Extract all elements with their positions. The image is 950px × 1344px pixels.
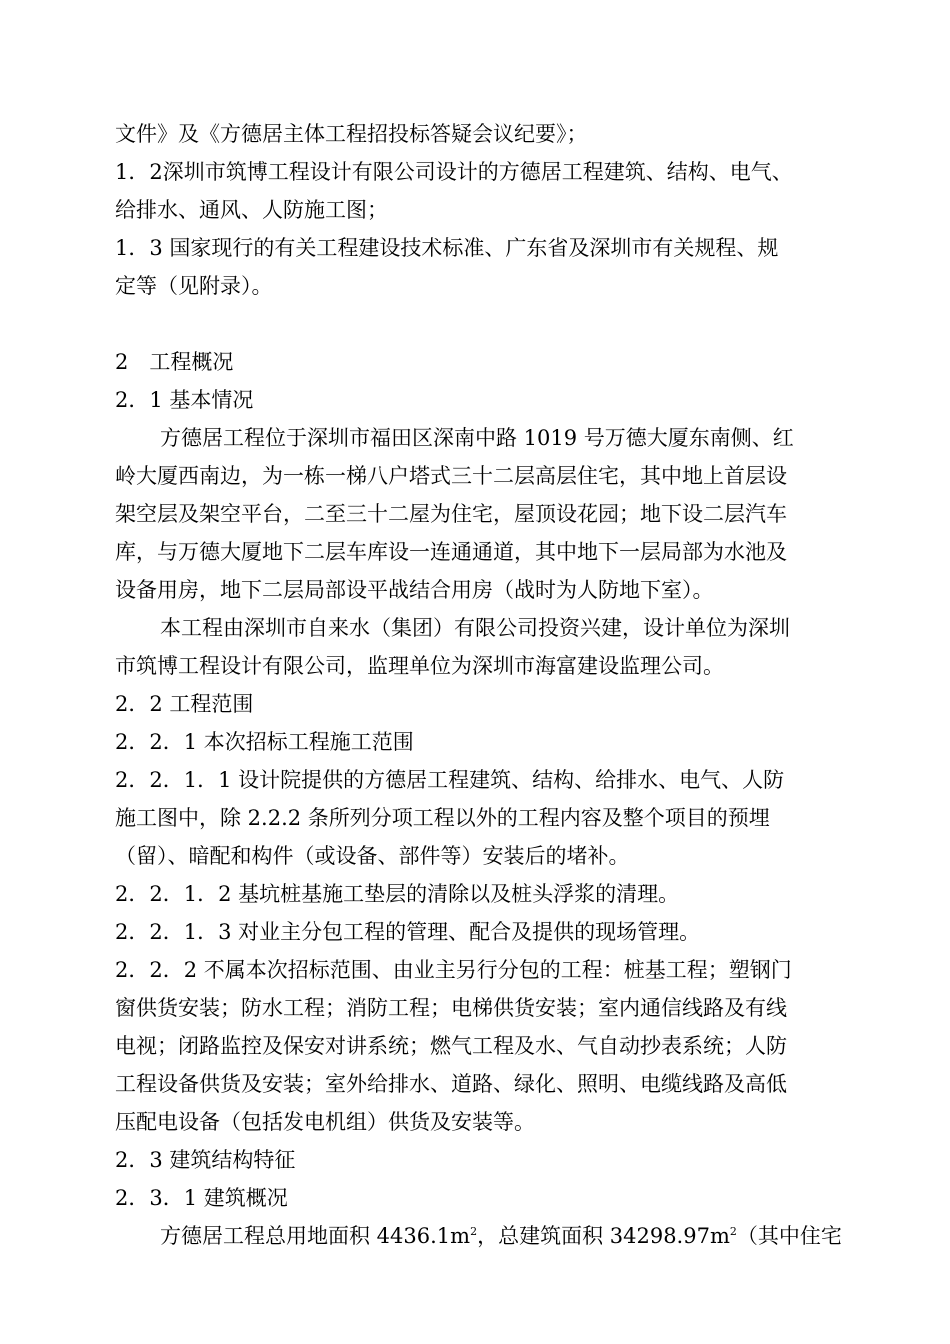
text-line: 岭大厦西南边，为一栋一梯八户塔式三十二层高层住宅，其中地上首层设 xyxy=(115,464,787,488)
text-line: 2．2．1．1 设计院提供的方德居工程建筑、结构、给排水、电气、人防 xyxy=(115,768,785,792)
text-line xyxy=(160,1217,920,1255)
subsection-heading: 2．3．1 建筑概况 xyxy=(115,1186,288,1210)
subsection-heading: 2．2．1 本次招标工程施工范围 xyxy=(115,730,414,754)
text-line: 工程设备供货及安装；室外给排水、道路、绿化、照明、电缆线路及高低 xyxy=(115,1072,787,1096)
text-segment: ，总建筑面积 34298.97m xyxy=(477,1224,730,1248)
text-line: 定等（见附录）。 xyxy=(115,274,273,298)
text-line: 库，与万德大厦地下二层车库设一连通通道，其中地下一层局部为水池及 xyxy=(115,540,787,564)
text-segment: （其中住宅 xyxy=(736,1224,842,1248)
text-line: 2．2．1．3 对业主分包工程的管理、配合及提供的现场管理。 xyxy=(115,920,701,944)
text-line: 2．2．1．2 基坑桩基施工垫层的清除以及桩头浮浆的清理。 xyxy=(115,882,680,906)
text-line: （留）、暗配和构件（或设备、部件等）安装后的堵补。 xyxy=(115,844,630,868)
text-line: 方德居工程位于深圳市福田区深南中路 1019 号万德大厦东南侧、红 xyxy=(160,426,794,450)
text-line: 给排水、通风、人防施工图； xyxy=(115,198,388,222)
text-line: 2．2．2 不属本次招标范围、由业主另行分包的工程：桩基工程；塑钢门 xyxy=(115,958,792,982)
subsection-heading: 2．3 建筑结构特征 xyxy=(115,1148,296,1172)
text-line: 设备用房，地下二层局部设平战结合用房（战时为人防地下室）。 xyxy=(115,578,714,602)
text-line: 1．3 国家现行的有关工程建设技术标准、广东省及深圳市有关规程、规 xyxy=(115,236,779,260)
text-line: 施工图中，除 2.2.2 条所列分项工程以外的工程内容及整个项目的预埋 xyxy=(115,806,770,830)
text-line: 本工程由深圳市自来水（集团）有限公司投资兴建，设计单位为深圳 xyxy=(160,616,790,640)
text-line: 架空层及架空平台，二至三十二屋为住宅，屋顶设花园；地下设二层汽车 xyxy=(115,502,787,526)
text-line: 电视；闭路监控及保安对讲系统；燃气工程及水、气自动抄表系统；人防 xyxy=(115,1034,787,1058)
text-line: 1．2深圳市筑博工程设计有限公司设计的方德居工程建筑、结构、电气、 xyxy=(115,160,793,184)
superscript: 2 xyxy=(729,1225,737,1238)
subsection-heading: 2．2 工程范围 xyxy=(115,692,254,716)
text-line: 文件》及《方德居主体工程招投标答疑会议纪要》； xyxy=(115,122,588,146)
text-line: 压配电设备（包括发电机组）供货及安装等。 xyxy=(115,1110,535,1134)
subsection-heading: 2．1 基本情况 xyxy=(115,388,254,412)
section-heading: 2 工程概况 xyxy=(115,350,234,374)
text-segment: 方德居工程总用地面积 4436.1m xyxy=(160,1224,471,1248)
text-line: 窗供货安装；防水工程；消防工程；电梯供货安装；室内通信线路及有线 xyxy=(115,996,787,1020)
text-line: 市筑博工程设计有限公司，监理单位为深圳市海富建设监理公司。 xyxy=(115,654,724,678)
superscript: 2 xyxy=(470,1225,478,1238)
